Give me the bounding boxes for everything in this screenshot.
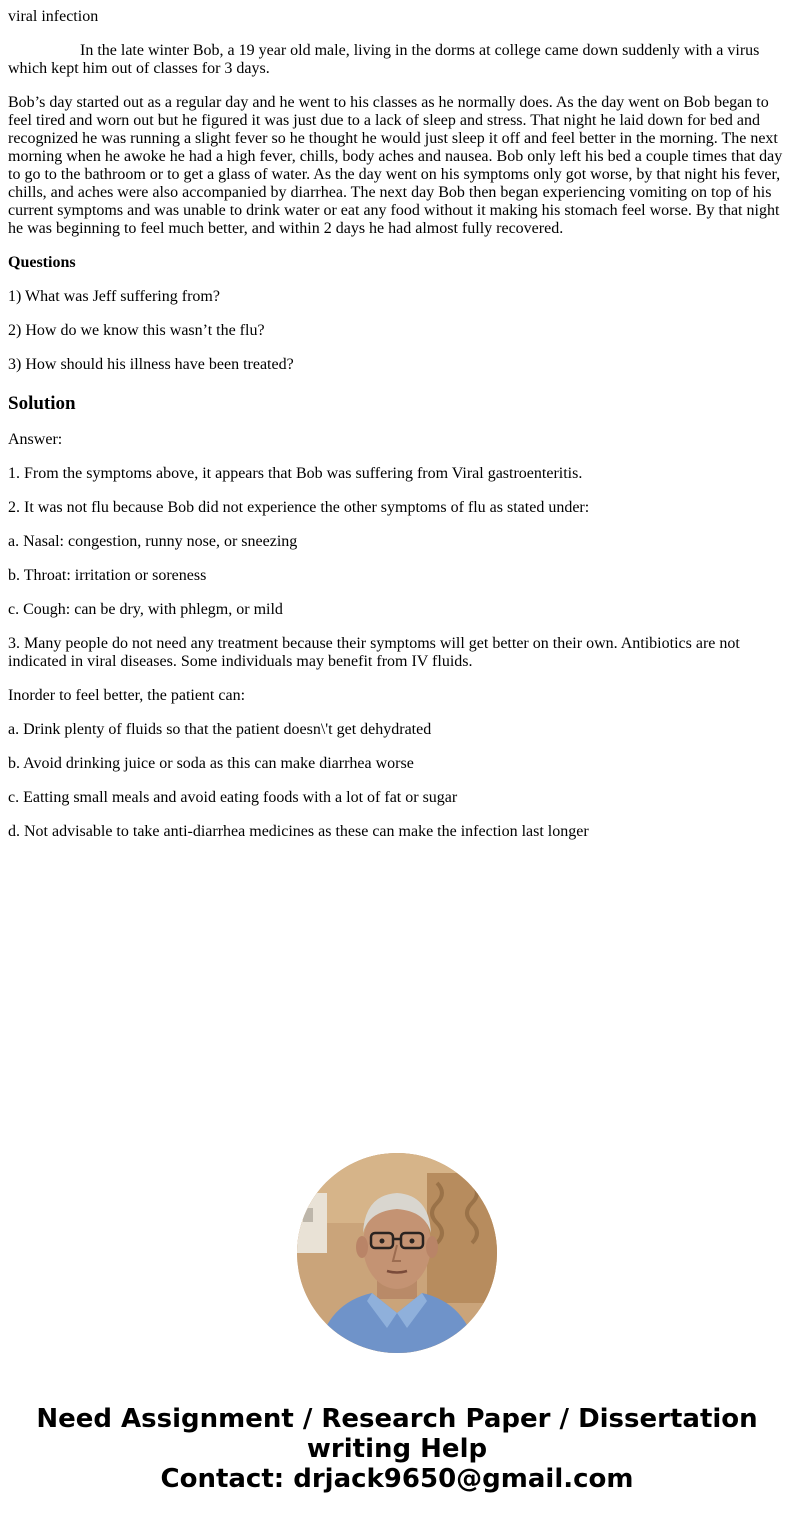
- question-item: 3) How should his illness have been treated?: [8, 356, 294, 373]
- answer-item: 3. Many people do not need any treatment because their symptoms will get better on their own. Antibiotics are not indicated in viral diseases. Some individuals may benefit from IV fluids.: [8, 635, 740, 670]
- answer-item: 1. From the symptoms above, it appears that Bob was suffering from Viral gastroenteritis.: [8, 465, 583, 482]
- document-title: viral infection: [8, 8, 99, 25]
- answer-label: Answer:: [8, 431, 63, 448]
- questions-heading: Questions: [8, 254, 76, 271]
- tip-item: a. Drink plenty of fluids so that the patient doesn\'t get dehydrated: [8, 721, 432, 738]
- tips-intro: Inorder to feel better, the patient can:: [8, 687, 246, 704]
- document-body: [8, 8, 786, 857]
- case-story: Bob’s day started out as a regular day and he went to his classes as he normally does. As the day went on Bob began to feel tired and worn out but he figured it was just due to a lack of sleep and stress. That night he laid down for bed and recognized he was running a slight fever so he thought he would just sleep it off and feel better in the morning. The next morning when he awoke he had a high fever, chills, body aches and nausea. Bob only left his bed a couple times that day to go to the bathroom or to get a glass of water. As the day went on his symptoms only got worse, by that night his fever, chills, and aches were also accompanied by diarrhea. The next day Bob then began experiencing vomiting on top of his current symptoms and was unable to drink water or eat any food without it making his stomach feel worse. By that night he was beginning to feel much better, and within 2 days he had almost fully recovered.: [8, 94, 783, 237]
- question-item: 2) How do we know this wasn’t the flu?: [8, 322, 265, 339]
- solution-heading: Solution: [8, 393, 76, 414]
- author-avatar: [297, 1153, 497, 1353]
- tip-item: c. Eatting small meals and avoid eating foods with a lot of fat or sugar: [8, 789, 458, 806]
- promo-line: Need Assignment / Research Paper / Dissertation: [36, 1404, 758, 1434]
- contact-email: Contact: drjack9650@gmail.com: [160, 1464, 634, 1494]
- author-portrait-image: [297, 1153, 497, 1353]
- promo-line: writing Help: [306, 1434, 488, 1464]
- answer-item: 2. It was not flu because Bob did not experience the other symptoms of flu as stated under:: [8, 499, 590, 516]
- flu-symptom-item: b. Throat: irritation or soreness: [8, 567, 207, 584]
- flu-symptom-item: c. Cough: can be dry, with phlegm, or mild: [8, 601, 283, 618]
- tip-item: b. Avoid drinking juice or soda as this can make diarrhea worse: [8, 755, 414, 772]
- question-item: 1) What was Jeff suffering from?: [8, 288, 220, 305]
- tip-item: d. Not advisable to take anti-diarrhea medicines as these can make the infection last longer: [8, 823, 589, 840]
- flu-symptom-item: a. Nasal: congestion, runny nose, or sneezing: [8, 533, 298, 550]
- promo-footer: [0, 1404, 794, 1494]
- case-intro: In the late winter Bob, a 19 year old male, living in the dorms at college came down suddenly with a virus which kept him out of classes for 3 days.: [8, 42, 760, 77]
